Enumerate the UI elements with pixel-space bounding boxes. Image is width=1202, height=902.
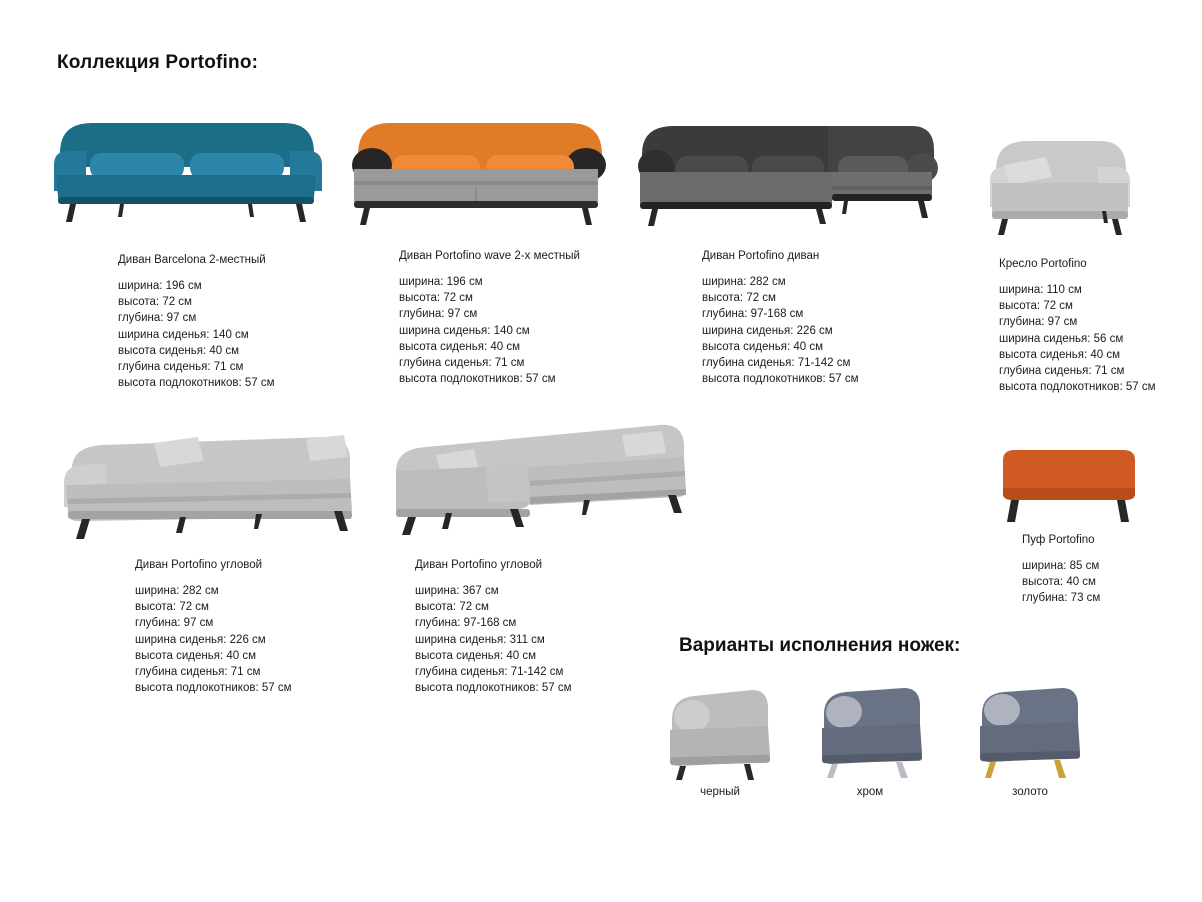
leg-label-chrome: хром — [856, 786, 884, 798]
product-image-portofino-wave-2 — [340, 105, 612, 230]
product-portofino-wave-2 — [399, 250, 699, 387]
product-specs — [999, 282, 1202, 395]
spec-line: глубина: 97-168 см — [415, 617, 517, 630]
spec-line: глубина сиденья: 71 см — [135, 666, 261, 679]
spec-line: ширина сиденья: 311 см — [415, 633, 545, 646]
spec-line: высота: 40 см — [1022, 576, 1096, 589]
product-puf-portofino — [1022, 534, 1202, 607]
spec-line: глубина сиденья: 71-142 см — [702, 357, 851, 370]
spec-line: высота подлокотников: 57 см — [399, 373, 556, 386]
spec-line: ширина сиденья: 226 см — [702, 324, 833, 337]
spec-line: ширина: 110 см — [999, 284, 1082, 296]
spec-line: высота подлокотников: 57 см — [999, 381, 1156, 394]
leg-image-black — [650, 668, 790, 778]
product-portofino-divan-dark — [702, 250, 982, 387]
product-name: Диван Portofino угловой — [135, 559, 263, 571]
spec-line: высота: 72 см — [702, 292, 776, 305]
product-portofino-uglovoy-282 — [135, 559, 415, 696]
spec-line: высота сиденья: 40 см — [702, 340, 824, 353]
leg-variant-gold — [960, 668, 1100, 798]
spec-line: ширина: 196 см — [399, 276, 483, 288]
spec-line: высота сиденья: 40 см — [399, 340, 521, 353]
spec-line: глубина: 97-168 см — [702, 308, 804, 321]
product-name: Пуф Portofino — [1022, 534, 1095, 546]
spec-line: ширина сиденья: 226 см — [135, 633, 266, 646]
spec-line: глубина сиденья: 71 см — [118, 361, 244, 374]
leg-image-chrome — [800, 668, 940, 778]
page-title: Коллекция Portofino: — [57, 52, 259, 73]
spec-line: высота подлокотников: 57 см — [415, 682, 572, 695]
spec-line: ширина: 85 см — [1022, 560, 1100, 572]
product-image-kreslo-portofino — [980, 125, 1140, 235]
product-specs — [1022, 558, 1202, 607]
spec-line: высота подлокотников: 57 см — [135, 682, 292, 695]
product-image-portofino-uglovoy-282 — [58, 415, 358, 540]
spec-line: глубина сиденья: 71 см — [999, 365, 1125, 378]
legs-section-title: Варианты исполнения ножек: — [679, 635, 961, 656]
product-name: Кресло Portofino — [999, 258, 1087, 270]
product-specs — [702, 274, 982, 387]
spec-line: глубина: 97 см — [399, 308, 478, 321]
product-specs — [399, 274, 699, 387]
leg-variant-black — [650, 668, 790, 798]
spec-line: ширина: 196 см — [118, 280, 202, 292]
product-name: Диван Portofino диван — [702, 250, 820, 262]
leg-label-black: черный — [700, 786, 740, 798]
spec-line: глубина: 97 см — [135, 617, 214, 630]
spec-line: высота: 72 см — [999, 300, 1073, 313]
product-image-portofino-uglovoy-367 — [378, 405, 690, 535]
product-name: Диван Portofino wave 2-х местный — [399, 250, 580, 262]
spec-line: высота подлокотников: 57 см — [702, 373, 859, 386]
product-image-barcelona-2 — [46, 105, 326, 230]
spec-line: высота сиденья: 40 см — [135, 649, 257, 662]
spec-line: глубина: 97 см — [118, 312, 197, 325]
product-specs — [135, 583, 415, 696]
product-kreslo-portofino — [999, 258, 1202, 395]
product-name: Диван Portofino угловой — [415, 559, 543, 571]
leg-label-gold: золото — [1012, 786, 1048, 798]
product-specs — [118, 278, 378, 391]
spec-line: ширина: 367 см — [415, 585, 499, 597]
product-image-portofino-divan-dark — [632, 108, 948, 230]
spec-line: глубина сиденья: 71-142 см — [415, 666, 564, 679]
spec-line: высота сиденья: 40 см — [415, 649, 537, 662]
spec-line: ширина сиденья: 140 см — [399, 324, 530, 337]
product-image-puf-portofino — [995, 438, 1145, 528]
spec-line: глубина: 73 см — [1022, 592, 1101, 605]
spec-line: ширина: 282 см — [135, 585, 219, 597]
product-name: Диван Barcelona 2-местный — [118, 254, 266, 266]
spec-line: высота сиденья: 40 см — [118, 344, 240, 357]
spec-line: высота сиденья: 40 см — [999, 348, 1121, 361]
spec-line: высота: 72 см — [415, 601, 489, 614]
spec-line: высота: 72 см — [135, 601, 209, 614]
spec-line: глубина: 97 см — [999, 316, 1078, 329]
product-barcelona-2 — [118, 254, 378, 391]
spec-line: ширина сиденья: 140 см — [118, 328, 249, 341]
leg-image-gold — [960, 668, 1100, 778]
spec-line: высота: 72 см — [399, 292, 473, 305]
leg-variant-chrome — [800, 668, 940, 798]
spec-line: ширина сиденья: 56 см — [999, 332, 1124, 345]
spec-line: высота подлокотников: 57 см — [118, 377, 275, 390]
spec-line: высота: 72 см — [118, 296, 192, 309]
spec-line: глубина сиденья: 71 см — [399, 357, 525, 370]
spec-line: ширина: 282 см — [702, 276, 786, 288]
